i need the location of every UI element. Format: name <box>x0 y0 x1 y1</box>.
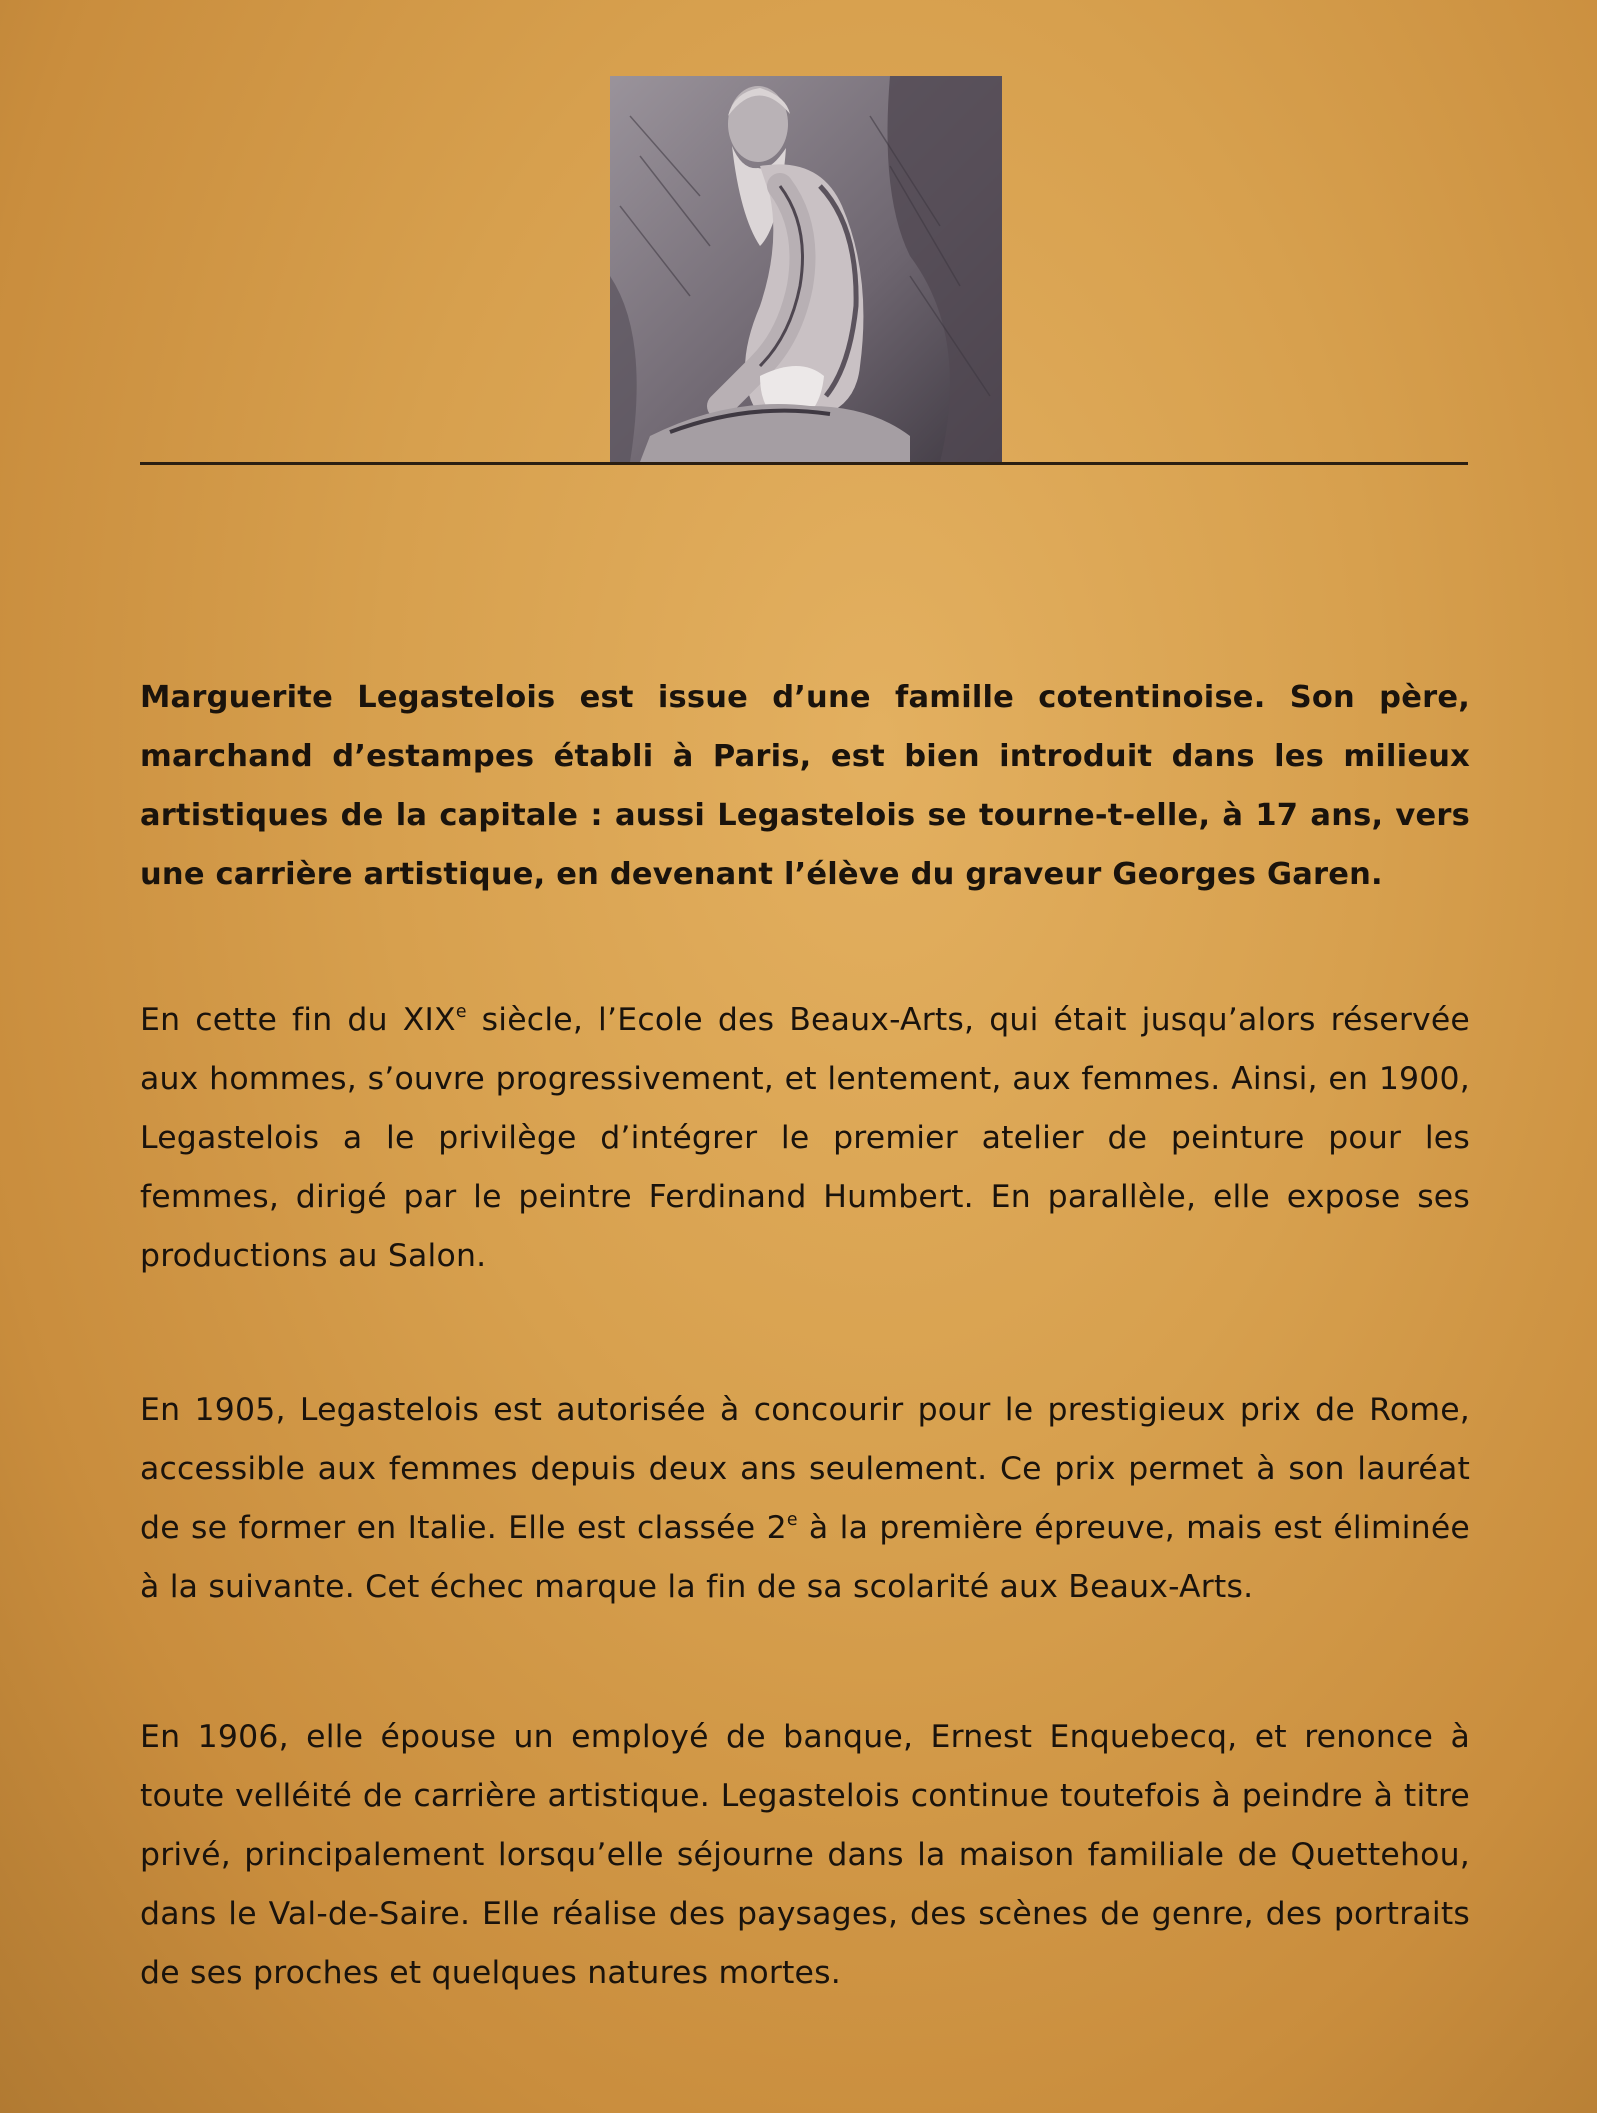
superscript: e <box>786 1510 798 1531</box>
paragraph-prix-de-rome <box>140 1381 1470 1617</box>
portrait-drawing <box>610 76 1002 462</box>
paragraph-beaux-arts <box>140 991 1470 1286</box>
paragraph-text: En 1905, Legastelois est autorisée à concourir pour le prestigieux prix de Rome, accessible aux femmes depuis deux ans seulement. Ce prix permet à son lauréat de se former en Italie. Elle est classée 2 <box>140 1392 1470 1546</box>
paragraph-text: siècle, l’Ecole des Beaux-Arts, qui était jusqu’alors réservée aux hommes, s’ouvre progressivement, et lentement, aux femmes. Ainsi, en 1900, Legastelois a le privilège d’intégrer le premier atelier de peinture pour les femmes, dirigé par le peintre Ferdinand Humbert. En parallèle, elle expose ses productions au Salon. <box>140 1002 1471 1274</box>
paragraph-text: En cette fin du XIX <box>140 1002 456 1038</box>
divider-line <box>140 462 1468 465</box>
intro-paragraph: Marguerite Legastelois est issue d’une famille cotentinoise. Son père, marchand d’estampes établi à Paris, est bien introduit dans les milieux artistiques de la capitale : aussi Legastelois se tourne-t-elle, à 17 ans, vers une carrière artistique, en devenant l’élève du graveur Georges Garen. <box>140 680 1470 892</box>
seated-old-man-sketch-icon <box>610 76 1002 462</box>
paragraph-text: à la première épreuve, mais est éliminée à la suivante. Cet échec marque la fin de sa scolarité aux Beaux-Arts. <box>140 1510 1470 1605</box>
superscript: e <box>455 1002 467 1023</box>
paragraph-mariage: En 1906, elle épouse un employé de banque, Ernest Enquebecq, et renonce à toute velléité de carrière artistique. Legastelois continue toutefois à peindre à titre privé, principalement lorsqu’elle séjourne dans la maison familiale de Quettehou, dans le Val-de-Saire. Elle réalise des paysages, des scènes de genre, des portraits de ses proches et quelques natures mortes. <box>140 1719 1470 1991</box>
